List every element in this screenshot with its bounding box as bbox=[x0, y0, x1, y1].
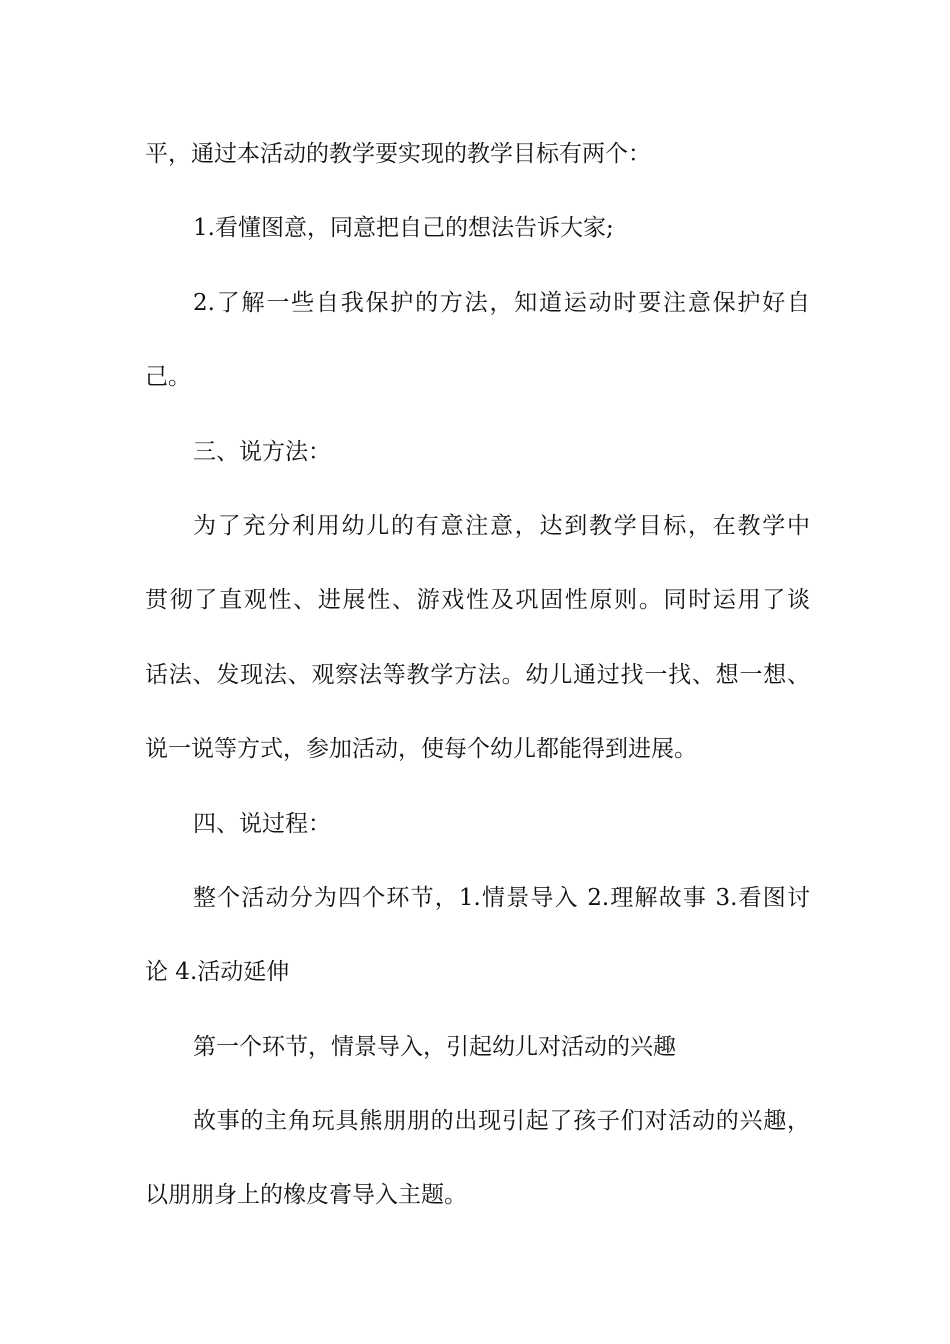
paragraph-line: 第一个环节，情景导入，引起幼儿对活动的兴趣 bbox=[193, 1033, 676, 1060]
section-heading-method: 三、说方法： bbox=[193, 438, 331, 465]
paragraph-line: 己。 bbox=[145, 364, 191, 391]
paragraph-line: 为了充分利用幼儿的有意注意，达到教学目标，在教学中 bbox=[193, 512, 810, 539]
paragraph-line: 贯彻了直观性、进展性、游戏性及巩固性原则。同时运用了谈 bbox=[145, 587, 810, 614]
paragraph-line: 整个活动分为四个环节，1.情景导入 2.理解故事 3.看图讨 bbox=[193, 884, 810, 911]
paragraph-line: 论 4.活动延伸 bbox=[145, 959, 290, 986]
objective-item-2: 2.了解一些自我保护的方法，知道运动时要注意保护好自 bbox=[193, 289, 810, 316]
paragraph-line: 话法、发现法、观察法等教学方法。幼儿通过找一找、想一想、 bbox=[145, 661, 810, 688]
section-heading-process: 四、说过程： bbox=[193, 810, 331, 837]
paragraph-line: 平，通过本活动的教学要实现的教学目标有两个： bbox=[145, 141, 651, 167]
paragraph-line: 以朋朋身上的橡皮膏导入主题。 bbox=[145, 1182, 467, 1209]
document-body bbox=[145, 131, 810, 1247]
paragraph-line: 说一说等方式，参加活动，使每个幼儿都能得到进展。 bbox=[145, 736, 697, 763]
objective-item-1: 1.看懂图意，同意把自己的想法告诉大家; bbox=[193, 215, 614, 242]
paragraph-line: 故事的主角玩具熊朋朋的出现引起了孩子们对活动的兴趣， bbox=[193, 1108, 810, 1135]
